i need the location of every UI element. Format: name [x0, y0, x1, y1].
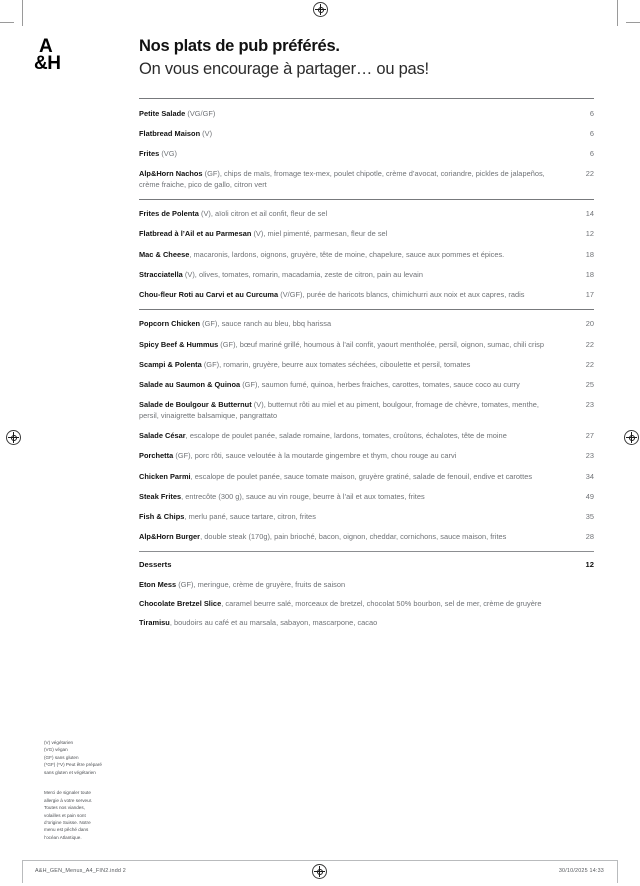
- menu-item-text: [139, 340, 544, 351]
- menu-item-price: 6: [589, 108, 594, 118]
- menu-item-price: 23: [585, 400, 594, 410]
- menu-group: [139, 98, 594, 191]
- menu-item-text: [139, 319, 331, 330]
- menu-item-price: 18: [585, 249, 594, 259]
- brand-logo: [34, 36, 61, 75]
- group-spacer: [139, 301, 594, 309]
- menu-item: [139, 220, 594, 240]
- menu-item: [139, 240, 594, 260]
- menu-item-description: , escalope de poulet panée, salade romaine, lardons, tomates, croûtons, échalotes, tête de moine: [185, 431, 507, 441]
- menu-item-name: Fish & Chips: [139, 512, 185, 522]
- menu-item-price: 23: [585, 451, 594, 461]
- menu-item-name: Salade au Saumon & Quinoa: [139, 380, 241, 390]
- menu-item: [139, 482, 594, 502]
- desserts-title: Desserts: [139, 560, 172, 570]
- menu-item-text: [139, 451, 456, 462]
- menu-item-text: [139, 580, 345, 591]
- menu-item-price: 22: [585, 169, 594, 179]
- menu-item-text: [139, 532, 506, 543]
- menu-item: [139, 503, 594, 523]
- menu-groups: [139, 98, 594, 551]
- menu-item-price: 27: [585, 431, 594, 441]
- menu-item-name: Tiramisu: [139, 618, 170, 628]
- menu-item-name: Frites de Polenta: [139, 209, 199, 219]
- registration-mark-left: [6, 430, 21, 445]
- menu-item-text: [139, 209, 327, 220]
- menu-item-price: 25: [585, 380, 594, 390]
- menu-item-name: Salade César: [139, 431, 186, 441]
- menu-item-price: 18: [585, 269, 594, 279]
- menu-item-description: (GF), saumon fumé, quinoa, herbes fraiches, carottes, tomates, sauce coco au curry: [240, 380, 520, 390]
- menu-item-description: (V), aïoli citron et ail confit, fleur de sel: [198, 209, 328, 219]
- menu-item-description: (GF), romarin, gruyère, beurre aux tomates séchées, ciboulette et persil, tomates: [201, 359, 471, 369]
- menu-item-text: [139, 109, 215, 120]
- desserts-header: [139, 552, 594, 571]
- menu-item-price: 14: [585, 209, 594, 219]
- menu-item-price: 28: [585, 532, 594, 542]
- menu-item-price: 12: [585, 229, 594, 239]
- menu-item: [139, 391, 594, 422]
- menu-item-description: (GF), sauce ranch au bleu, bbq harissa: [200, 319, 332, 329]
- menu-item-price: 49: [585, 491, 594, 501]
- crop-mark-top-right-vertical: [617, 0, 618, 26]
- menu-item: [139, 119, 594, 139]
- logo-line-2: &H: [34, 53, 61, 75]
- menu-item: [139, 160, 594, 191]
- menu-item-text: [139, 492, 425, 503]
- registration-mark-right: [624, 430, 639, 445]
- menu-item-description: , caramel beurre salé, morceaux de bretzel, chocolat 50% bourbon, sel de mer, crème de gruyère: [221, 598, 542, 608]
- menu-item-description: , double steak (170g), pain brioché, bacon, oignon, cheddar, cornichons, sauce maison, frites: [200, 532, 507, 542]
- menu-item-description: , macaronis, lardons, oignons, gruyère, tête de moine, chapelure, sauce aux pommes et épices.: [189, 249, 505, 259]
- menu-item-name: Scampi & Polenta: [139, 359, 202, 369]
- menu-item-text: [139, 229, 387, 240]
- slug-timestamp: 30/10/2025 14:33: [558, 868, 604, 874]
- menu-item-name: Chou-fleur Roti au Carvi et au Curcuma: [139, 290, 279, 300]
- menu-item-text: [139, 431, 507, 442]
- menu-item-text: [139, 618, 377, 629]
- menu-item-description: , entrecôte (300 g), sauce au vin rouge, beurre à l’ail et aux tomates, frites: [181, 491, 425, 501]
- menu-item-description: (GF), chips de maïs, fromage tex-mex, poulet chipotle, crème d’avocat, coriandre, pickles de jalapeños, crème fraiche, pico de gallo, citron vert: [139, 169, 545, 189]
- menu-item-name: Porchetta: [139, 451, 174, 461]
- menu-item-name: Flatbread Maison: [139, 128, 201, 138]
- menu-item-name: Petite Salade: [139, 108, 186, 118]
- crop-mark-top-left-vertical: [22, 0, 23, 26]
- page-title: Nos plats de pub préférés.: [139, 37, 340, 55]
- group-spacer: [139, 543, 594, 551]
- logo-line-1: A: [39, 36, 53, 57]
- menu-item-name: Chicken Parmi: [139, 471, 191, 481]
- slug-rule: [22, 860, 618, 861]
- menu-item-price: 20: [585, 319, 594, 329]
- menu-item: [139, 260, 594, 280]
- allergy-notice: Merci de signaler toute allergie à votre serveur. Toutes nos viandes, volailles et pain sont d’origine Suisse. Notre menu est pêché dans l’océan Atlantique.: [44, 790, 93, 840]
- menu-item-name: Salade de Boulgour & Butternut: [139, 400, 252, 410]
- slug-file-name: A&H_GEN_Menus_A4_FIN2.indd 2: [35, 868, 126, 874]
- menu-item-text: [139, 472, 532, 483]
- menu-item: [139, 523, 594, 543]
- menu-item: [139, 590, 594, 609]
- menu-item: [139, 139, 594, 159]
- menu-item-description: (V), miel pimenté, parmesan, fleur de sel: [251, 229, 388, 239]
- menu-item-description: (V): [200, 128, 213, 138]
- menu-item: [139, 200, 594, 220]
- header-titles: [139, 36, 429, 81]
- menu-item-price: 22: [585, 359, 594, 369]
- menu-item-name: Eton Mess: [139, 579, 177, 589]
- menu-item-description: (VG): [159, 148, 178, 158]
- menu-item-name: Stracciatella: [139, 269, 183, 279]
- registration-mark-top: [313, 2, 328, 17]
- menu-item-text: [139, 380, 520, 391]
- menu-item-price: 6: [589, 148, 594, 158]
- crop-mark-top-left-horizontal: [0, 22, 14, 23]
- menu-item: [139, 371, 594, 391]
- menu-item-name: Frites: [139, 148, 160, 158]
- menu-group: [139, 309, 594, 543]
- desserts-section: [139, 551, 594, 629]
- menu-item-name: Popcorn Chicken: [139, 319, 201, 329]
- menu-item-description: , escalope de poulet panée, sauce tomate maison, gruyère gratiné, salade de fenouil, endive et carottes: [190, 471, 533, 481]
- desserts-price: 12: [585, 560, 594, 570]
- menu-item-price: 34: [585, 471, 594, 481]
- group-spacer: [139, 191, 594, 199]
- menu-item-name: Alp&Horn Burger: [139, 532, 201, 542]
- menu-item-text: [139, 129, 212, 140]
- menu-item-description: (V), olives, tomates, romarin, macadamia, zeste de citron, pain au levain: [182, 269, 423, 279]
- menu-item-text: [139, 270, 423, 281]
- menu-item-name: Steak Frites: [139, 491, 182, 501]
- menu-item-description: (GF), meringue, crème de gruyère, fruits de saison: [176, 579, 346, 589]
- registration-mark-bottom: [312, 864, 327, 879]
- menu-item: [139, 281, 594, 301]
- menu-item-description: (GF), porc rôti, sauce veloutée à la moutarde gingembre et thym, chou rouge au carvi: [173, 451, 457, 461]
- menu-item-text: [139, 360, 470, 371]
- menu-item-name: Alp&Horn Nachos: [139, 169, 203, 179]
- menu-item-name: Chocolate Bretzel Slice: [139, 598, 222, 608]
- menu-body: [139, 98, 594, 629]
- dietary-legend: (V) végétarien (VG) végan (GF) sans gluten (*GF) (*V) Peut être préparé sans gluten et végétarien: [44, 740, 103, 775]
- menu-item-price: 6: [589, 128, 594, 138]
- menu-item-text: [139, 290, 525, 301]
- menu-item-description: , boudoirs au café et au marsala, sabayon, mascarpone, cacao: [169, 618, 378, 628]
- slug-tick-right: [617, 861, 618, 883]
- menu-item-description: (VG/GF): [185, 108, 216, 118]
- menu-item: [139, 610, 594, 629]
- menu-item-name: Spicy Beef & Hummus: [139, 339, 219, 349]
- menu-item: [139, 350, 594, 370]
- menu-item-name: Mac & Cheese: [139, 249, 190, 259]
- print-slug-bar: [0, 860, 640, 886]
- menu-item: [139, 330, 594, 350]
- menu-group: [139, 199, 594, 301]
- menu-item-price: 35: [585, 512, 594, 522]
- menu-item-description: (V/GF), purée de haricots blancs, chimichurri aux noix et aux capres, radis: [278, 290, 525, 300]
- menu-item: [139, 442, 594, 462]
- page-header: [0, 36, 640, 92]
- menu-item-description: , merlu pané, sauce tartare, citron, frites: [184, 512, 316, 522]
- menu-item-name: Flatbread à l’Ail et au Parmesan: [139, 229, 252, 239]
- page-subtitle: On vous encourage à partager… ou pas!: [139, 60, 429, 79]
- crop-mark-top-right-horizontal: [626, 22, 640, 23]
- menu-item: [139, 422, 594, 442]
- menu-item-text: [139, 512, 316, 523]
- menu-item-text: [139, 149, 177, 160]
- menu-item-text: [139, 599, 541, 610]
- slug-tick-left: [22, 861, 23, 883]
- menu-item-description: (V), butternut rôti au miel et au piment, boulgour, fromage de chèvre, tomates, menthe, persil, vinaigrette balsamique, pangrattato: [139, 400, 539, 421]
- footnotes: [44, 739, 139, 841]
- menu-item: [139, 310, 594, 330]
- menu-item-text: [139, 400, 555, 421]
- menu-item-description: (GF), bœuf mariné grillé, houmous à l’ail confit, yaourt mentholée, persil, oignon, sumac, chili crisp: [218, 339, 544, 349]
- menu-item-text: [139, 250, 504, 261]
- menu-item-price: 22: [585, 339, 594, 349]
- menu-item: [139, 462, 594, 482]
- menu-item: [139, 99, 594, 119]
- menu-item-price: 17: [585, 290, 594, 300]
- menu-item-text: [139, 169, 555, 190]
- menu-item: [139, 571, 594, 590]
